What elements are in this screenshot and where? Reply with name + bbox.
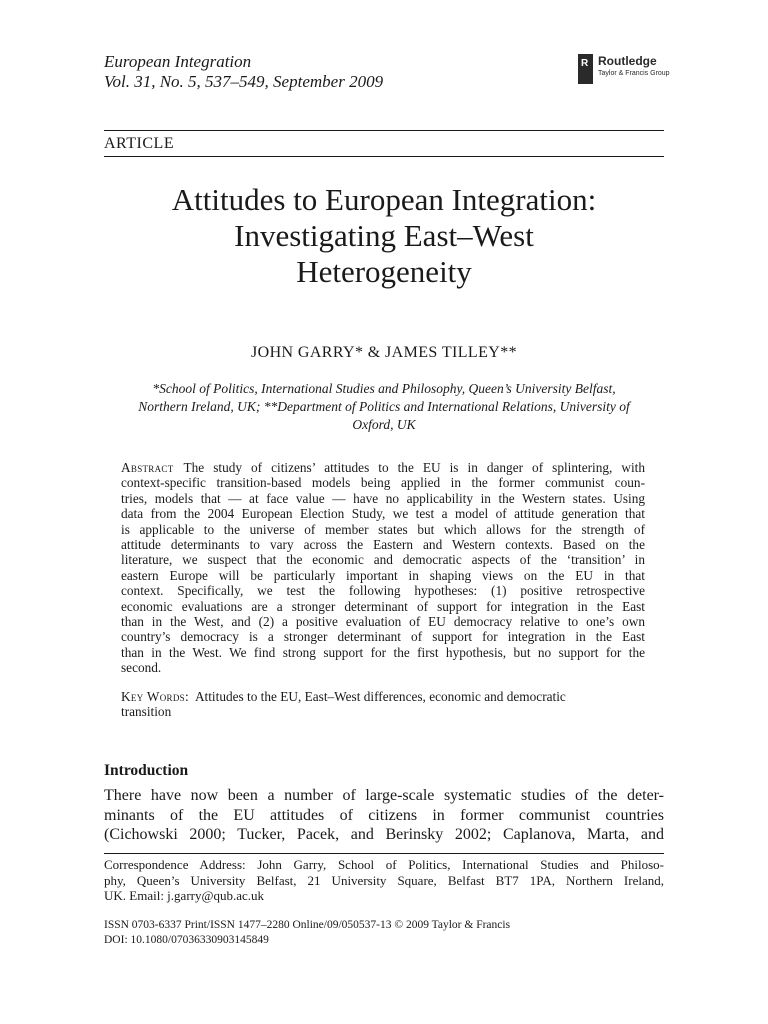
title-line: Heterogeneity [296,254,472,289]
abstract-line: literature, we suspect that the economic and democratic aspects of the ‘transition’ in [121,552,645,568]
title-line: Attitudes to European Integration: [171,182,597,217]
introduction-body [104,786,664,845]
publisher-logo [578,52,688,86]
publisher-group: Taylor & Francis Group [598,70,670,77]
header-rule-top [104,130,664,131]
footnote-rule [104,853,664,854]
body-line: minants of the EU attitudes of citizens in former communist countries [104,806,664,824]
routledge-logo-icon: R [578,54,593,84]
correspondence-line: phy, Queen’s University Belfast, 21 University Square, Belfast BT7 1PA, Northern Ireland, [104,872,664,888]
affiliations [104,380,664,434]
abstract-line: eastern Europe will be particularly important in shaping views on the EU in that [121,567,645,583]
abstract-line: context. Specifically, we test the following hypotheses: (1) positive retrospective [121,583,645,599]
abstract-line: than in the West, and (2) a positive evaluation of EU democracy relative to one’s own [121,614,645,630]
abstract [121,460,645,676]
header-rule-bottom [104,156,664,157]
abstract-line: than in the West. We find strong support for the first hypothesis, but no support for the [121,644,645,660]
affiliation-line: Oxford, UK [352,417,416,432]
section-label: ARTICLE [104,135,175,152]
abstract-line: Abstract The study of citizens’ attitudes to the EU is in danger of splintering, with [121,460,645,475]
journal-volume: Vol. 31, No. 5, 537–549, September 2009 [104,72,384,91]
affiliation-line: *School of Politics, International Studies and Philosophy, Queen’s University Belfast, [152,381,616,396]
title-line: Investigating East–West [234,218,534,253]
keywords [121,689,645,720]
abstract-line: second. [121,660,162,676]
authors: JOHN GARRY* & JAMES TILLEY** [250,344,518,361]
publisher-name: Routledge [598,54,657,68]
keywords-line: transition [121,704,172,720]
journal-name: European Integration [104,52,252,71]
abstract-label: Abstract [121,460,174,475]
abstract-line: attitude determinants to vary across the Eastern and Western contexts. Based on the [121,537,645,553]
abstract-line: tries, models that — at face value — have no applicability in the Western states. Using [121,490,645,506]
body-line: There have now been a number of large-scale systematic studies of the deter- [104,787,664,804]
correspondence-line: UK. Email: j.garry@qub.ac.uk [104,888,264,904]
correspondence-line: Correspondence Address: John Garry, School of Politics, International Studies and Philoso- [104,857,664,872]
abstract-line: country’s democracy is a stronger determinant of support for integration in the East [121,629,645,645]
keywords-line: Key Words: Attitudes to the EU, East–West differences, economic and democratic [121,689,566,704]
abstract-line: economic evaluations are a stronger determinant of support for integration in the East [121,598,645,614]
abstract-line: data from the 2004 European Election Study, we test a model of attitude generation that [121,506,645,522]
publication-info [104,918,664,948]
abstract-line: is applicable to the universe of member states but which allows for the strength of [121,521,645,537]
section-heading-introduction: Introduction [104,762,189,779]
doi: DOI: 10.1080/07036330903145849 [104,934,269,946]
abstract-line: context-specific transition-based models being applied in the former communist coun- [121,475,645,491]
correspondence-address [104,857,664,904]
body-line: (Cichowski 2000; Tucker, Pacek, and Berinsky 2002; Caplanova, Marta, and [104,826,664,843]
keywords-label: Key Words: [121,689,189,704]
article-title [104,182,664,290]
issn: ISSN 0703-6337 Print/ISSN 1477–2280 Online/09/050537-13 © 2009 Taylor & Francis [104,919,511,931]
affiliation-line: Northern Ireland, UK; **Department of Politics and International Relations, University of [138,399,630,414]
